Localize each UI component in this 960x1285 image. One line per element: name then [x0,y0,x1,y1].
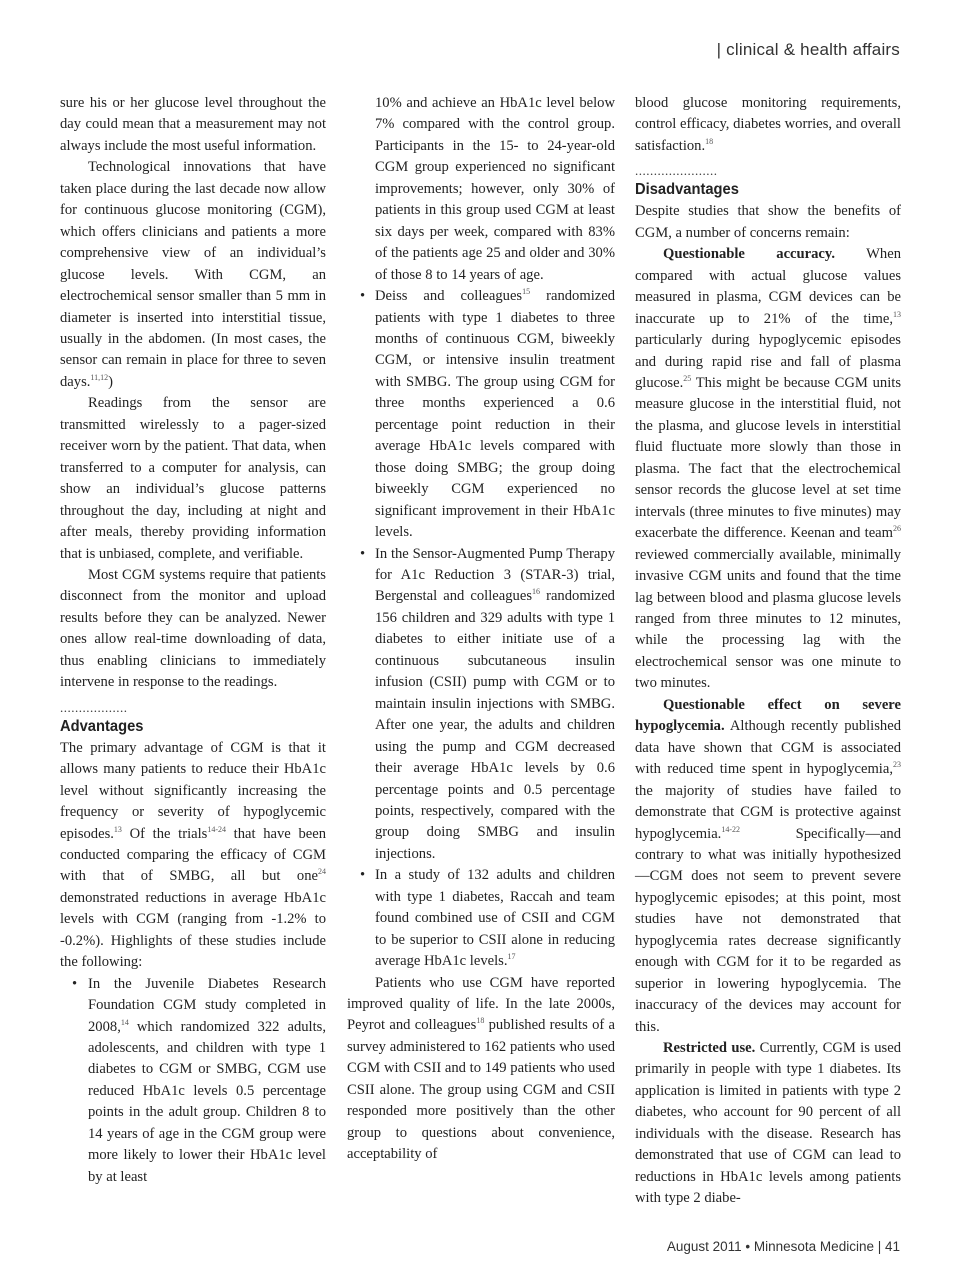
column-1 [60,93,326,1188]
citation: 16 [532,587,540,597]
paragraph: Readings from the sensor are transmitted wirelessly to a pager-sized receiver worn by the patient. That data, when transferred to a computer for analysis, can show an individual’s glucose patterns throughout the day, including at night and after meals, thereby providing information that is unbiased, complete, and verifiable. [60,395,326,562]
paragraph: blood glucose monitoring requirements, control efficacy, diabetes worries, and overall satisfaction.$^{18}$ [635,95,901,154]
citation: 25 [683,373,692,383]
section-separator: ...................... [635,163,718,179]
list-item: • In the Sensor-Augmented Pump Therapy for A1c Reduction 3 (STAR-3) trial, Bergenstal and colleagues$^{16}$ randomized 156 children and 329 adults with type 1 diabetes to either initiate use of a continuous subcutaneous insulin infusion (CSII) pump with CGM or to maintain insulin injections with SMBG. After one year, the adults and children using the pump and CGM decreased their average HbA1c levels by 0.6 percentage points and 0.5 percentage points, respectively, compared with the group doing SMBG and insulin injections. [347,544,615,866]
disadvantages-heading: Disadvantages [635,181,739,199]
advantages-heading: Advantages [60,717,144,735]
page-footer: August 2011 • Minnesota Medicine | 41 [666,1239,900,1254]
restricted-use-subhead: Restricted use. [663,1040,756,1057]
citation: 17 [507,952,516,962]
column-2 [347,93,615,1166]
citation: 13 [113,824,122,834]
paragraph: Questionable accuracy. When compared with actual glucose values measured in plasma, CGM devices can be inaccurate up to 21% of the time,$^{13}$ particularly during hypoglycemic episodes and during rapid rise and fall of plasma glucose.$^{25}$ This might be because CGM units measure glucose in the interstitial fluid, not the plasma, and glucose levels in interstitial fluid fluctuate more slowly than those in plasma. The fact that the electrochemical sensor records the glucose level at set time intervals (three minutes to five minutes) may exacerbate the difference. Keenan and team$^{26}$ reviewed commercially available, minimally invasive CGM units and found that the time lag between blood and plasma glucose levels ranged from three minutes to 12 minutes, while the processing lag with the electrochemical sensor was one minute to two minutes. [635,246,902,692]
paragraph: Restricted use. Currently, CGM is used primarily in people with type 1 diabetes. Its application is limited in patients with type 2 diabetes, who account for 90 percent of all individuals with the disease. Research has demonstrated that use of CGM can lead to reductions in HbA1c levels among patients with type 2 diabe- [635,1040,901,1207]
accuracy-subhead: Questionable accuracy. [663,246,836,263]
paragraph: sure his or her glucose level throughout the day could mean that a measurement may not always include the most useful information. [60,95,326,154]
section-separator: .................. [60,699,128,715]
citation: 24 [318,867,326,877]
citation: 15 [522,287,531,297]
paragraph: Technological innovations that have taken place during the last decade now allow for continuous glucose monitoring (CGM), which offers clinicians and patients a more comprehensive view of an individual’s glucose levels. With CGM, an electrochemical sensor smaller than 5 mm in diameter is inserted into interstitial tissue, usually in the abdomen. (In most cases, the sensor can remain in place for three to seven days.$^{11,12}$) [60,159,326,390]
highlights-list-continued [347,93,615,973]
paragraph: Questionable effect on severe hypoglycemia. Although recently published data have shown that CGM is associated with reduced time spent in hypoglycemia,$^{23}$ the majority of studies have failed to demonstrate that CGM is protective against hypoglycemia.$^{14-22}$ Specifically—and contrary to what was initially hypothesized—CGM does not seem to prevent severe hypoglycemic episodes; at this point, most studies have not demonstrated that hypoglycemia rates decrease significantly enough with CGM for it to be regarded as superior in lowering hypoglycemia. The inaccuracy of the devices may account for this. [635,696,901,1035]
citation: 23 [893,760,901,770]
paragraph: Most CGM systems require that patients disconnect from the monitor and upload results before they can be analyzed. Newer ones allow real-time downloading of data, thus enabling clinicians to immediately intervene in response to the readings. [60,566,326,691]
column-3 [635,93,901,1210]
paragraph: The primary advantage of CGM is that it allows many patients to reduce their HbA1c level without significantly increasing the frequency or severity of hypoglycemic episodes.$^{13}$ Of the trials$^{14-24}$ that have been conducted comparing the efficacy of CGM with that of SMBG, all but one$^{24}$ demonstrated reductions in average HbA1c levels with CGM (ranging from -1.2% to -0.2%). Highlights of these studies include the following: [60,739,326,971]
citation: 14 [120,1017,129,1027]
citation: 26 [893,524,901,534]
paragraph: Patients who use CGM have reported improved quality of life. In the late 2000s, Peyrot and colleagues$^{18}$ published results of a survey administered to 162 patients who used CGM with CSII and to 149 patients who used CSII alone. The group using CGM and CSII responded more positively than the other group to questions about convenience, acceptability of [347,974,615,1163]
citation: 18 [476,1016,485,1026]
citation: 14-22 [721,824,740,834]
paragraph: Despite studies that show the benefits of CGM, a number of concerns remain: [635,203,901,241]
list-item: • In the Juvenile Diabetes Research Foundation CGM study completed in 2008,14 which randomized 322 adults, adolescents, and children with type 1 diabetes to CGM or SMBG, CGM use reduced HbA1c levels 0.5 percentage points in the adult group. Children 8 to 14 years of age in the CGM group were more likely to lower their HbA1c level by at least [60,974,326,1189]
citation: 13 [893,309,901,319]
list-item: • Deiss and colleagues$^{15}$ randomized patients with type 1 diabetes to three months of continuous CGM, biweekly CGM, or intensive insulin treatment with SMBG. The group using CGM for three months experienced a 0.6 percentage point reduction in their average HbA1c levels compared with those doing SMBG; the group doing biweekly CGM experienced no significant improvement in their HbA1c levels. [347,286,615,543]
citation: 11,12 [90,372,109,382]
list-item-continued: 10% and achieve an HbA1c level below 7% compared with the control group. Participants in the 15- to 24-year-old CGM group experienced no significant improvements; however, only 30% of patients in this group used CGM at least six days per week, compared with 83% of the patients age 25 and older and 30% of those 8 to 14 years of age. [375,95,615,283]
citation: 18 [705,136,714,146]
citation: 14-24 [207,824,227,834]
section-header: | clinical & health affairs [716,40,900,59]
hypoglycemia-subhead: Questionable effect on severe hypoglycemia. [635,696,901,735]
list-item: • In a study of 132 adults and children with type 1 diabetes, Raccah and team found combined use of CSII and CGM to be superior to CSII alone in reducing average HbA1c levels.$^{17}$ [347,865,615,972]
highlights-list [60,974,326,1189]
